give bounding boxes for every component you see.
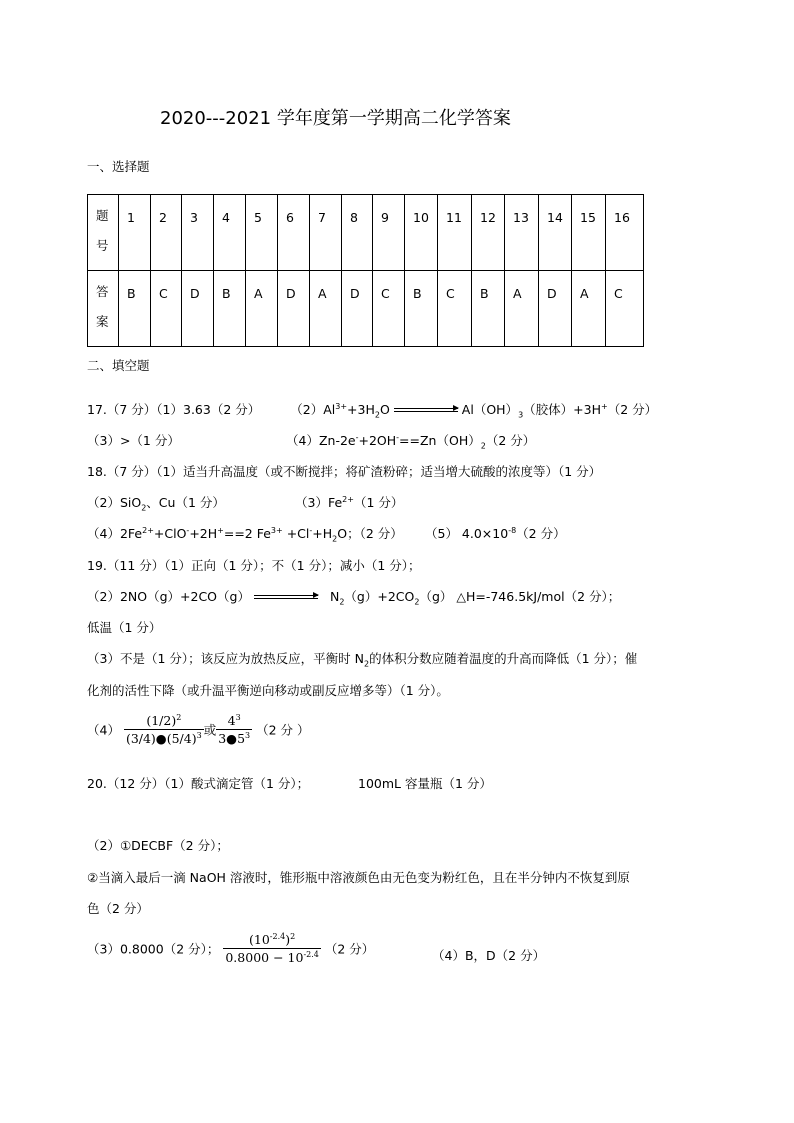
q18-text: （1 分）: [353, 495, 404, 510]
table-cell: 3: [182, 195, 214, 271]
superscript: -2.4: [303, 950, 319, 960]
q20-part4: （4）B，D（2 分）: [432, 948, 546, 963]
subscript: 3: [518, 410, 524, 420]
table-cell: 15: [572, 195, 606, 271]
q18-text: （3）Fe: [295, 495, 343, 510]
superscript: 2: [290, 932, 296, 941]
q17-text: O: [379, 402, 390, 417]
table-cell: A: [310, 271, 342, 347]
fraction-denominator: (3/4)●(5/4): [125, 731, 197, 747]
superscript: 2+: [142, 525, 154, 535]
table-cell: A: [246, 271, 278, 347]
fraction-expression: [216, 713, 252, 746]
table-cell: 8: [342, 195, 373, 271]
q19-part3: [87, 649, 637, 669]
q18-text: +H: [312, 526, 333, 541]
superscript: -8: [508, 525, 517, 535]
table-cell: 5: [246, 195, 278, 271]
q19-text: （4）: [87, 722, 120, 738]
q19-part2b: 低温（1 分）: [87, 620, 162, 635]
q18-text: 、Cu（1 分）: [146, 495, 225, 510]
table-cell: D: [539, 271, 572, 347]
q20-part2c: 色（2 分）: [87, 901, 149, 916]
subscript: 2: [339, 597, 345, 607]
q17-text: ==Zn（OH）: [399, 433, 481, 448]
table-cell: C: [151, 271, 182, 347]
subscript: 2: [363, 659, 370, 669]
q19-text: N: [329, 589, 340, 604]
q19-part2: [87, 587, 620, 607]
table-cell: D: [182, 271, 214, 347]
table-head-cell-number: [88, 195, 119, 271]
table-cell: C: [373, 271, 405, 347]
table-row-numbers: [88, 195, 644, 271]
table-cell: A: [572, 271, 606, 347]
subscript: 2: [480, 441, 486, 451]
q17-text: （胶体）+3H: [523, 402, 601, 417]
table-cell: 4: [214, 195, 246, 271]
fraction-numerator: ): [285, 932, 291, 948]
q17-line1: [87, 400, 657, 420]
superscript: -: [309, 525, 313, 535]
q18-text: O；（2 分）: [337, 526, 403, 541]
fraction-denominator: 0.8000 − 10: [225, 950, 304, 966]
q18-text: （2）SiO: [87, 495, 142, 510]
q19-text: （g）+2CO: [344, 589, 415, 604]
subscript: 2: [332, 534, 338, 544]
q17-part4: [286, 431, 535, 451]
section-fill-heading: 二、填空题: [87, 358, 150, 373]
table-cell: A: [505, 271, 539, 347]
head-char: 题: [96, 208, 109, 223]
section-choice-heading: 一、选择题: [87, 159, 150, 174]
table-cell: 10: [405, 195, 438, 271]
q17-text: +2OH: [358, 433, 397, 448]
q17-part1: 17.（7 分）（1）3.63（2 分）: [87, 402, 261, 417]
q17-text: Al（OH）: [461, 402, 519, 417]
fraction-expression: [124, 713, 204, 746]
table-row-answers: [88, 271, 644, 347]
q20-text: （2 分）: [324, 941, 375, 957]
table-cell: 7: [310, 195, 342, 271]
q18-line1: 18.（7 分）（1）适当升高温度（或不断搅拌；将矿渣粉碎；适当增大硫酸的浓度等）（1 分）: [87, 464, 602, 479]
superscript: -: [186, 525, 190, 535]
fraction-expression: [223, 932, 321, 965]
table-cell: 13: [505, 195, 539, 271]
q19-text: （g） △H=-746.5kJ/mol（2 分）；: [419, 589, 621, 604]
q20-part1b: 100mL 容量瓶（1 分）: [358, 776, 492, 791]
superscript: +: [600, 401, 608, 411]
q18-text: +2H: [189, 526, 218, 541]
table-cell: D: [278, 271, 310, 347]
table-cell: 2: [151, 195, 182, 271]
q18-part2: [87, 493, 225, 513]
fraction-numerator: (1/2): [146, 713, 177, 729]
head-char: 案: [96, 314, 109, 329]
superscript: -: [355, 432, 359, 442]
q18-text: （4）2Fe: [87, 526, 143, 541]
subscript: 2: [374, 410, 380, 420]
q18-text: （2 分）: [516, 526, 566, 541]
head-char: 答: [96, 284, 109, 299]
fraction-denominator: 3●5: [218, 731, 246, 747]
table-cell: 12: [472, 195, 505, 271]
table-cell: 1: [119, 195, 151, 271]
page-title: 2020---2021 学年度第一学期高二化学答案: [160, 108, 511, 129]
subscript: 2: [141, 503, 147, 513]
q17-text: （2 分）: [607, 402, 658, 417]
q18-text: +ClO: [153, 526, 187, 541]
q20-part2: （2）①DECBF（2 分）；: [87, 838, 229, 853]
equilibrium-arrow-icon: [394, 408, 458, 413]
table-head-cell-answer: [88, 271, 119, 347]
table-cell: 11: [438, 195, 472, 271]
superscript: 2+: [342, 494, 354, 504]
q17-part3: （3）>（1 分）: [87, 433, 180, 448]
superscript: -2.4: [269, 932, 286, 941]
superscript: 2: [176, 713, 182, 722]
q20-part3: [87, 932, 374, 965]
q19-text: 的体积分数应随着温度的升高而降低（1 分）；催: [369, 651, 638, 666]
q17-text: （2）Al: [290, 402, 336, 417]
fraction-numerator: (10: [249, 932, 270, 948]
q19-text: （2 分 ）: [256, 722, 310, 738]
table-cell: C: [438, 271, 472, 347]
superscript: 3+: [270, 525, 283, 535]
head-char: 号: [96, 238, 109, 253]
q19-line1: 19.（11 分）（1）正向（1 分）；不（1 分）；减小（1 分）；: [87, 558, 421, 573]
q17-text: （2 分）: [485, 433, 536, 448]
superscript: 3: [245, 731, 251, 741]
table-cell: B: [472, 271, 505, 347]
q19-text: （3）不是（1 分）；该反应为放热反应，平衡时 N: [87, 651, 364, 666]
table-cell: B: [214, 271, 246, 347]
fraction-numerator: 4: [227, 713, 236, 729]
q19-text: （2）2NO（g）+2CO（g）: [87, 589, 250, 604]
subscript: 2: [414, 597, 420, 607]
superscript: -: [396, 432, 400, 442]
q18-part5: [425, 524, 566, 542]
answer-table: [87, 194, 644, 347]
q19-text: 或: [203, 722, 217, 738]
superscript: 3: [235, 713, 241, 722]
superscript: +: [217, 525, 224, 535]
q18-part3: [295, 493, 403, 511]
q18-part4: [87, 524, 403, 544]
q18-text: +Cl: [282, 526, 310, 541]
table-cell: B: [119, 271, 151, 347]
q19-part4: [87, 713, 310, 746]
q20-text: （3）0.8000（2 分）；: [87, 941, 220, 957]
equilibrium-arrow-icon: [254, 595, 318, 600]
table-cell: 6: [278, 195, 310, 271]
table-cell: D: [342, 271, 373, 347]
q19-part3b: 化剂的活性下降（或升温平衡逆向移动或副反应增多等）（1 分）。: [87, 683, 449, 698]
q18-text: ==2 Fe: [223, 526, 271, 541]
table-cell: 9: [373, 195, 405, 271]
q20-part2b: ②当滴入最后一滴 NaOH 溶液时，锥形瓶中溶液颜色由无色变为粉红色，且在半分钟内不恢复到原: [87, 870, 630, 885]
q20-part1: 20.（12 分）（1）酸式滴定管（1 分）；: [87, 776, 310, 791]
q17-text: +3H: [347, 402, 375, 417]
q17-text: （4）Zn-2e: [286, 433, 356, 448]
table-cell: 16: [606, 195, 644, 271]
superscript: 3+: [335, 401, 348, 411]
superscript: 3: [196, 731, 202, 741]
table-cell: C: [606, 271, 644, 347]
table-cell: B: [405, 271, 438, 347]
table-cell: 14: [539, 195, 572, 271]
q18-text: （5） 4.0×10: [425, 526, 509, 541]
